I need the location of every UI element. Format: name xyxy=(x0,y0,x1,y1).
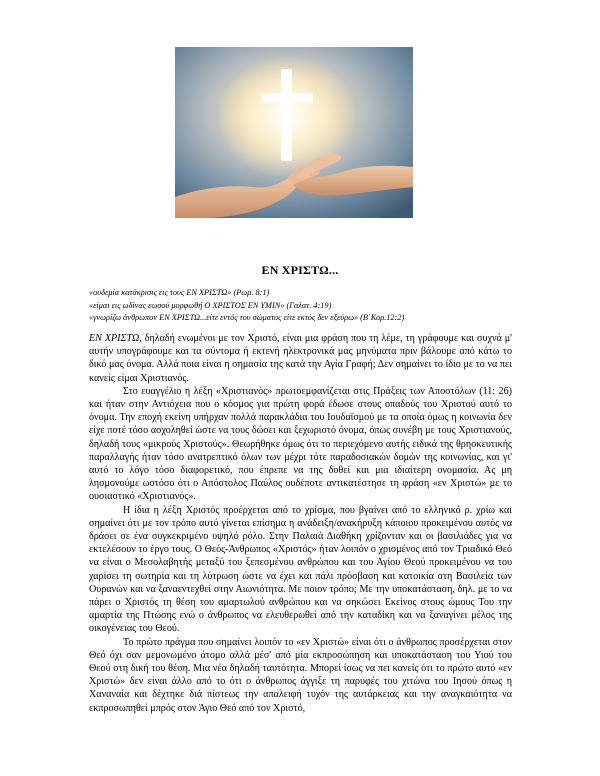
epigraph-quote: «γνωρίζω άνθρωπον ΕΝ ΧΡΙΣΤΩ...είτε εντός του σώματος είτε εκτός δεν εξεύρω» (Β΄Κορ.12:2) xyxy=(89,313,405,322)
paragraph-text: Στο ευαγγέλιο η λέξη «Χριστιανός» πρωτοεμφανίζεται στις Πράξεις των Αποστόλων (11: 26) και ήταν στην Αντιόχεια που ο κόσμος για πρώτη φορά έδωσε στους οπαδούς του Χριστού αυτό το όνομα. Την εποχή εκείνη υπήρχαν πολλά παρακλάδια του Ιουδαϊσμού με τα οποία όμως η κοινωνία δεν είχε ποτέ τόσο ασχοληθεί ώστε να τους δώσει και ξεχωριστό όνομα, όπως συνέβη με τους Χριστιανούς, δηλαδή τους «μικρούς Χριστούς». Θεωρήθηκε όμως ότι το περιεχόμενο αυτής ειδικά της θρησκευτικής παραλλαγής ήταν τόσο ανατρεπτικό όλων των μέχρι τότε παραδοσιακών δομών της κοινωνίας, και γι' αυτό το λόγο τόσο διαφορετικό, που έπρεπε να της δοθεί και μια ιδιαίτερη ονομασία. Ας μη λησμονούμε ωστόσο ότι ο Απόστολος Παύλος ουδέποτε αντικατέστησε τη φράση «εν Χριστώ» με το ουσιαστικό «Χριστιανός». xyxy=(89,385,512,503)
cover-image xyxy=(175,47,413,218)
paragraph-text: Το πρώτο πράγμα που σημαίνει λοιπόν το «εν Χριστώ» είναι ότι ο άνθρωπος προσέρχεται στον Θεό όχι σαν μεμονωμένο άτομο αλλά μέσ' από μία εκπροσώπηση και υποκατάσταση του Υιού του Θεού στη δική του θέση. Μια νέα δηλαδή ταυτότητα. Μπορεί ίσως να πει κανείς ότι το πρώτο αυτό «εν Χριστώ» δεν είναι άλλο από το ότι ο άνθρωπος άγγιξε τη παρυφές του χιτώνα του Ιησού όπως η Χαναναία και δέχτηκε διά πίστεως την απαλειφή τυχόν της αυτάρκειας και την αναγκαιότητα να εκπροσωπηθεί μπρός στον Άγιο Θεό από τον Χριστό, xyxy=(89,636,512,714)
paragraph-text: Η ίδια η λέξη Χριστός προέρχεται από το χρίσμα, που βγαίνει από το ελληνικό ρ. χρίω και σημαίνει ότι με τον τρόπο αυτό γίνεται επίσημα η ανάδειξη/ανακήρυξη κάποιου προκειμένου αυτός να δράσει σε ένα συγκεκριμένο υψηλό ρόλο. Στην Παλαιά Διαθήκη χρίζονταν και οι βασιλιάδες για να εκτελέσουν το έργο τους. Ο Θεός-Άνθρωπος «Χριστός» ήταν λοιπόν ο χρισμένος από τον Τριαδικό Θεό να είναι ο Μεσολαβητής μεταξύ του ξεπεσμένου ανθρώπου και του Αγίου Θεού προκειμένου να του χαρίσει τη σωτηρία και τη λύτρωση ώστε να έχει και πάλι πρόσβαση και κατοικία στη Βασιλεία των Ουρανών και να ξαναεντεχθεί στην Αιωνιότητα. Με ποιον τρόπο; Με την υποκατάσταση, δηλ. με το να πάρει ο Χριστός τη θέση του αμαρτωλού ανθρώπου και να σηκώσει Εκείνος στους ώμους Του την αμαρτία της Πτώσης ενώ ο άνθρωπος να ελευθερωθεί από την καταδίκη και να ξαναγίνει μέλος της οικογένειας του Θεού. xyxy=(89,504,512,635)
document-body xyxy=(89,332,512,715)
body-paragraph xyxy=(89,636,512,715)
paragraph-lead: ΕΝ ΧΡΙΣΤΩ, xyxy=(89,333,142,344)
epigraph-quote: «είμαι εις ωδίνας εωσού μορφωθή Ο ΧΡΙΣΤΟΣ ΕΝ ΥΜΙΝ» (Γαλατ. 4:19) xyxy=(89,300,332,310)
body-paragraph xyxy=(89,504,512,636)
body-paragraph xyxy=(89,385,512,504)
epigraph-quote: «ουδεμία κατάκρισις εις τους ΕΝ ΧΡΙΣΤΩ» (Ρωμ. 8:1) xyxy=(89,288,270,297)
paragraph-text: δηλαδή ενωμένοι με τον Χριστό, είναι μια φράση που τη λέμε, τη γράφουμε και συχνά μ' αυτήν υπογράφουμε και τα σύντομα ή εκτενή ηλεκτρονικά μας μηνύματα πριν βάλουμε από κάτω το δικό μας όνομα. Αλλά ποια είναι η σημασία της κατά την Αγία Γραφή; Δεν σημαίνει το ίδιο με το να πει κανείς είμαι Χριστιανός. xyxy=(89,333,512,384)
hands-cross-illustration xyxy=(175,47,413,218)
document-title: ΕΝ ΧΡΙΣΤΩ... xyxy=(261,263,339,277)
body-paragraph xyxy=(89,332,512,385)
epigraph-list xyxy=(89,287,539,325)
